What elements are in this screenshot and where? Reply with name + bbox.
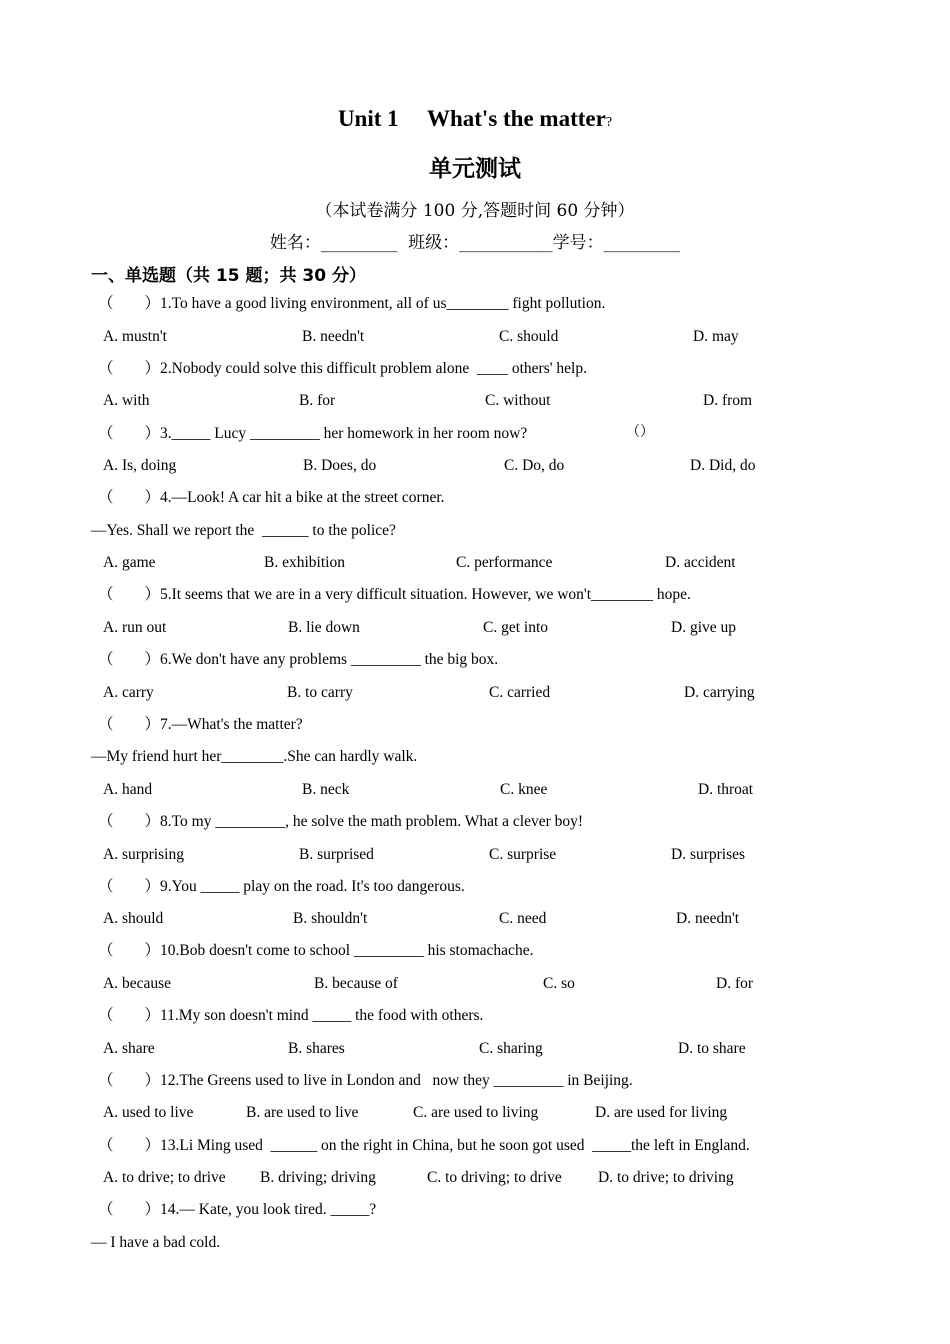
option-13-a: A. to drive; to drive — [103, 1169, 226, 1186]
option-11-a: A. share — [103, 1040, 155, 1057]
option-13-d: D. to drive; to driving — [598, 1169, 734, 1186]
option-11-d: D. to share — [678, 1040, 746, 1057]
option-9-d: D. needn't — [676, 910, 740, 927]
option-2-a: A. with — [103, 392, 150, 409]
option-10-a: A. because — [103, 975, 171, 992]
option-7-d: D. throat — [698, 781, 754, 798]
question-stem-9: （ ）9.You _____ play on the road. It's too dangerous. — [98, 878, 465, 895]
title-text: Unit 1 What's the matter — [337, 106, 606, 131]
option-12-a: A. used to live — [103, 1104, 194, 1121]
question-stem-13: （ ）13.Li Ming used ______ on the right in China, but he soon got used _____the left in England. — [98, 1137, 750, 1154]
question-stem-11: （ ）11.My son doesn't mind _____ the food with others. — [98, 1007, 484, 1024]
option-1-c: C. should — [499, 328, 559, 345]
option-5-d: D. give up — [671, 619, 737, 636]
option-2-c: C. without — [485, 392, 551, 409]
option-5-b: B. lie down — [288, 619, 360, 636]
page-subtitle: 单元测试 — [429, 156, 521, 182]
option-9-c: C. need — [499, 910, 547, 927]
student-info-line: 姓名：_________ 班级：___________学号：_________ — [269, 233, 681, 253]
question-stem-2: （ ）2.Nobody could solve this difficult problem alone ____ others' help. — [98, 360, 587, 377]
question-stem-14: （ ）14.— Kate, you look tired. _____? — [98, 1201, 377, 1218]
option-12-b: B. are used to live — [246, 1104, 359, 1121]
option-8-a: A. surprising — [103, 846, 184, 863]
option-10-d: D. for — [716, 975, 754, 992]
question-stem-3: （ ）3._____ Lucy _________ her homework in her room now? — [98, 425, 528, 442]
question-stem-10: （ ）10.Bob doesn't come to school _________ his stomachache. — [98, 942, 534, 959]
option-7-a: A. hand — [103, 781, 153, 798]
option-6-b: B. to carry — [287, 684, 353, 701]
option-6-d: D. carrying — [684, 684, 755, 701]
question-continuation-7: —My friend hurt her________.She can hardly walk. — [91, 748, 418, 765]
option-13-b: B. driving; driving — [260, 1169, 376, 1186]
option-5-a: A. run out — [103, 619, 167, 636]
option-8-c: C. surprise — [489, 846, 557, 863]
question-stem-4: （ ）4.—Look! A car hit a bike at the street corner. — [98, 489, 445, 506]
option-2-d: D. from — [703, 392, 753, 409]
option-4-d: D. accident — [665, 554, 736, 571]
option-10-c: C. so — [543, 975, 575, 992]
option-7-b: B. neck — [302, 781, 350, 798]
option-5-c: C. get into — [483, 619, 549, 636]
option-7-c: C. knee — [500, 781, 548, 798]
option-8-d: D. surprises — [671, 846, 746, 863]
option-9-b: B. shouldn't — [293, 910, 368, 927]
answer-bracket-3: （） — [626, 425, 654, 440]
option-1-d: D. may — [693, 328, 739, 345]
option-9-a: A. should — [103, 910, 164, 927]
option-1-b: B. needn't — [302, 328, 365, 345]
question-stem-5: （ ）5.It seems that we are in a very difficult situation. However, we won't________ hope. — [98, 586, 691, 603]
option-4-a: A. game — [103, 554, 156, 571]
option-8-b: B. surprised — [299, 846, 374, 863]
question-stem-12: （ ）12.The Greens used to live in London and now they _________ in Beijing. — [98, 1072, 633, 1089]
option-2-b: B. for — [299, 392, 336, 409]
question-continuation-14: — I have a bad cold. — [91, 1234, 221, 1251]
option-1-a: A. mustn't — [103, 328, 167, 345]
exam-note: （本试卷满分 100 分,答题时间 60 分钟） — [315, 201, 635, 221]
option-12-c: C. are used to living — [413, 1104, 539, 1121]
question-stem-8: （ ）8.To my _________, he solve the math problem. What a clever boy! — [98, 813, 584, 830]
option-3-b: B. Does, do — [303, 457, 377, 474]
option-3-a: A. Is, doing — [103, 457, 177, 474]
option-4-b: B. exhibition — [264, 554, 345, 571]
option-11-b: B. shares — [288, 1040, 345, 1057]
option-13-c: C. to driving; to drive — [427, 1169, 562, 1186]
option-6-a: A. carry — [103, 684, 154, 701]
option-3-d: D. Did, do — [690, 457, 756, 474]
page-title — [0, 100, 950, 133]
question-stem-6: （ ）6.We don't have any problems _________ the big box. — [98, 651, 499, 668]
option-10-b: B. because of — [314, 975, 398, 992]
option-6-c: C. carried — [489, 684, 551, 701]
title-question-mark: ? — [605, 115, 613, 130]
option-3-c: C. Do, do — [504, 457, 565, 474]
option-12-d: D. are used for living — [595, 1104, 728, 1121]
question-continuation-4: —Yes. Shall we report the ______ to the police? — [91, 522, 396, 539]
option-11-c: C. sharing — [479, 1040, 543, 1057]
question-stem-7: （ ）7.—What's the matter? — [98, 716, 303, 733]
option-4-c: C. performance — [456, 554, 553, 571]
section-heading: 一、单选题（共 15 题；共 30 分） — [91, 266, 366, 286]
question-stem-1: （ ）1.To have a good living environment, all of us________ fight pollution. — [98, 295, 606, 312]
